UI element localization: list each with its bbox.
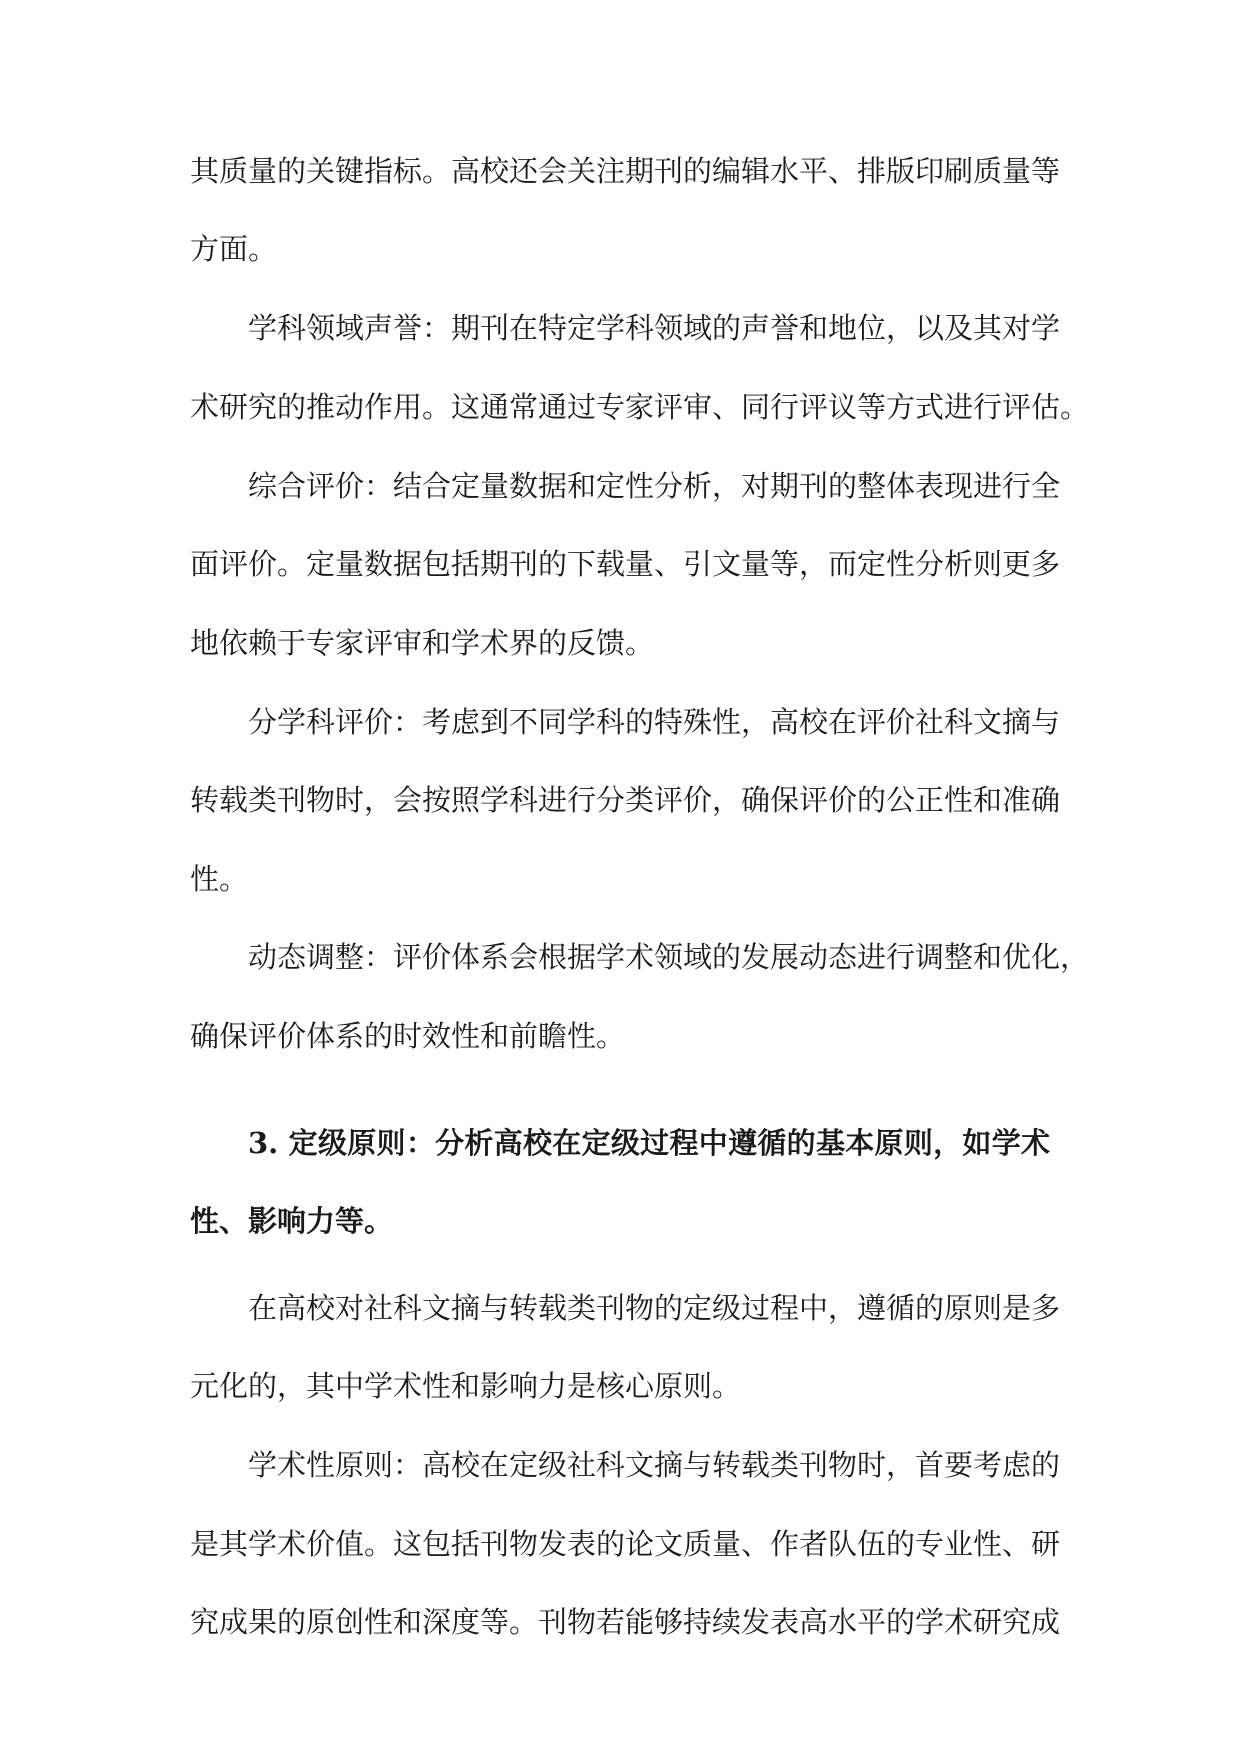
text-line: 综合评价：结合定量数据和定性分析，对期刊的整体表现进行全	[248, 469, 1061, 503]
text-line: 学科领域声誉：期刊在特定学科领域的声誉和地位，以及其对学	[248, 311, 1061, 345]
text-line: 方面。	[190, 232, 278, 266]
text-line: 性。	[190, 862, 249, 896]
text-line: 动态调整：评价体系会根据学术领域的发展动态进行调整和优化，	[248, 940, 1090, 974]
text-line: 究成果的原创性和深度等。刊物若能够持续发表高水平的学术研究成	[190, 1605, 1061, 1639]
text-line: 地依赖于专家评审和学术界的反馈。	[190, 626, 655, 660]
text-line: 转载类刊物时，会按照学科进行分类评价，确保评价的公正性和准确	[190, 783, 1061, 817]
text-line: 元化的，其中学术性和影响力是核心原则。	[190, 1369, 742, 1403]
section-heading: 3. 定级原则：分析高校在定级过程中遵循的基本原则，如学术	[248, 1126, 1050, 1160]
text-line: 其质量的关键指标。高校还会关注期刊的编辑水平、排版印刷质量等	[190, 154, 1061, 188]
text-line: 是其学术价值。这包括刊物发表的论文质量、作者队伍的专业性、研	[190, 1527, 1061, 1561]
text-line: 面评价。定量数据包括期刊的下载量、引文量等，而定性分析则更多	[190, 547, 1061, 581]
text-line: 确保评价体系的时效性和前瞻性。	[190, 1019, 626, 1053]
text-line: 分学科评价：考虑到不同学科的特殊性，高校在评价社科文摘与	[248, 705, 1061, 739]
section-heading: 性、影响力等。	[190, 1204, 394, 1238]
text-line: 在高校对社科文摘与转载类刊物的定级过程中，遵循的原则是多	[248, 1291, 1061, 1325]
text-line: 术研究的推动作用。这通常通过专家评审、同行评议等方式进行评估。	[190, 390, 1090, 424]
text-line: 学术性原则：高校在定级社科文摘与转载类刊物时，首要考虑的	[248, 1448, 1061, 1482]
